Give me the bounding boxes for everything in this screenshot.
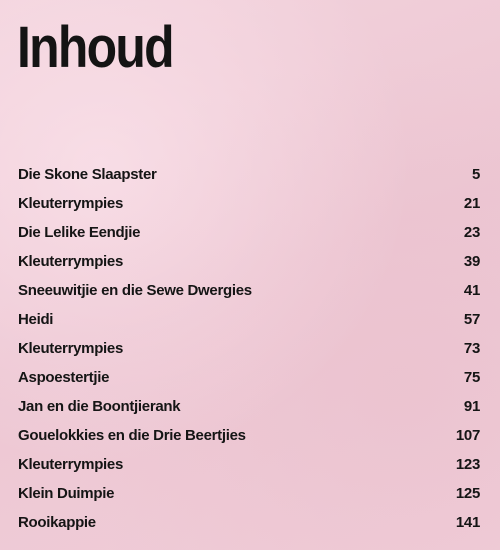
toc-entry-title: Gouelokkies en die Drie Beertjies <box>18 427 246 444</box>
toc-entry-page: 5 <box>471 166 480 183</box>
toc-entry-title: Kleuterrympies <box>18 253 124 270</box>
toc-entry-page: 41 <box>463 282 480 299</box>
toc-entry-page: 21 <box>463 195 480 212</box>
toc-entry-title: Jan en die Boontjierank <box>18 398 181 415</box>
toc-entry <box>18 311 480 340</box>
toc-entry-page: 73 <box>463 340 480 357</box>
toc-entry <box>18 282 480 311</box>
page-title: Inhoud <box>17 15 173 80</box>
toc-entry-page: 125 <box>455 485 480 502</box>
toc-entry <box>18 224 480 253</box>
toc-entry-title: Heidi <box>18 311 54 328</box>
toc-entry-page: 57 <box>463 311 480 328</box>
toc-entry-page: 39 <box>463 253 480 270</box>
toc-entry <box>18 253 480 282</box>
toc-entry-page: 23 <box>463 224 480 241</box>
toc-entry-title: Aspoestertjie <box>18 369 110 386</box>
toc-entry <box>18 427 480 456</box>
toc-entry-title: Kleuterrympies <box>18 195 124 212</box>
toc-entry-page: 123 <box>455 456 480 473</box>
toc-entry <box>18 514 480 543</box>
toc-entry <box>18 456 480 485</box>
toc-entry <box>18 369 480 398</box>
toc-entry <box>18 340 480 369</box>
toc-entry <box>18 398 480 427</box>
table-of-contents <box>18 166 480 543</box>
toc-entry <box>18 166 480 195</box>
toc-entry-page: 141 <box>455 514 480 531</box>
toc-entry-title: Die Lelike Eendjie <box>18 224 141 241</box>
toc-entry-page: 91 <box>463 398 480 415</box>
toc-entry-title: Klein Duimpie <box>18 485 115 502</box>
toc-entry-page: 107 <box>455 427 480 444</box>
toc-entry-title: Rooikappie <box>18 514 96 531</box>
toc-entry-title: Sneeuwitjie en die Sewe Dwergies <box>18 282 252 299</box>
toc-entry-title: Kleuterrympies <box>18 456 124 473</box>
toc-entry-page: 75 <box>463 369 480 386</box>
toc-entry <box>18 485 480 514</box>
toc-entry-title: Die Skone Slaapster <box>18 166 157 183</box>
toc-entry-title: Kleuterrympies <box>18 340 124 357</box>
toc-entry <box>18 195 480 224</box>
